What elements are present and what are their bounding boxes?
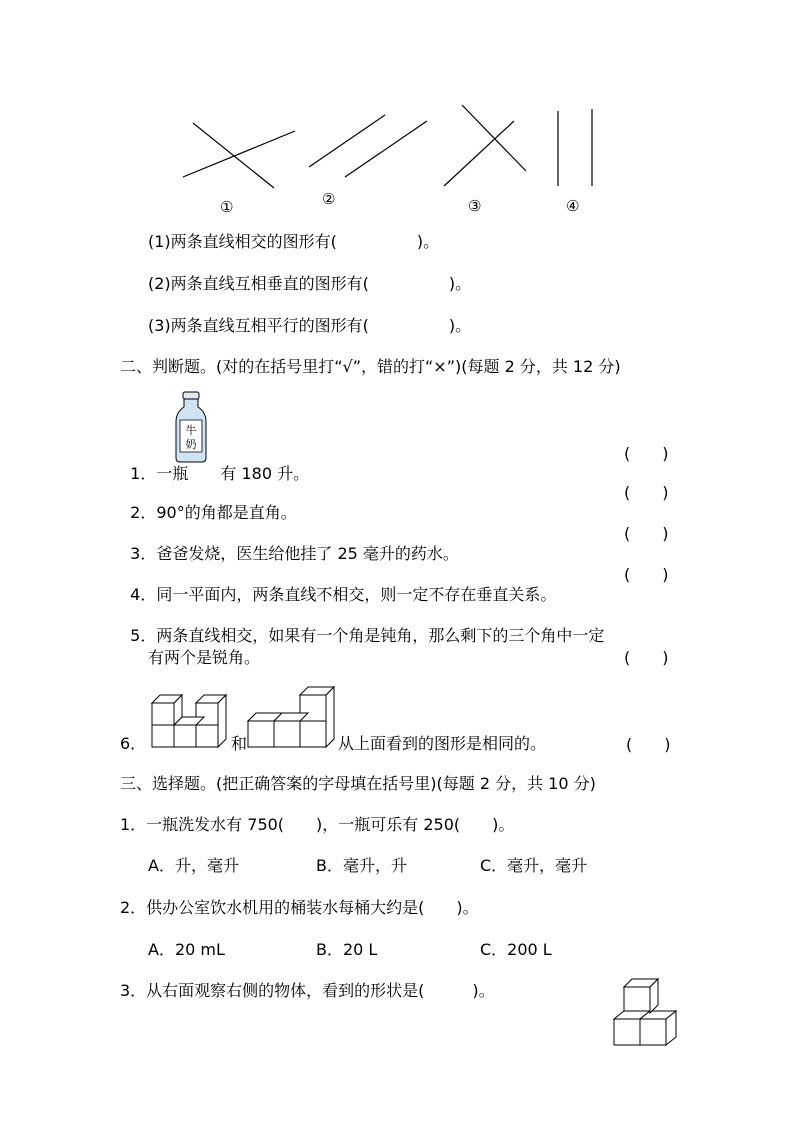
item-number: 1．: [130, 464, 157, 483]
judge-item-6-post: 从上面看到的图形是相同的。: [338, 734, 547, 753]
cube-figure-left: [150, 693, 232, 748]
choice-question-1: 1．一瓶洗发水有 750( )，一瓶可乐有 250( )。: [120, 815, 515, 834]
bottle-label-top: 牛: [185, 424, 197, 437]
answer-paren-5[interactable]: ( ): [624, 648, 669, 667]
part1-question-3: (3)两条直线互相平行的图形有( )。: [148, 316, 472, 335]
figure-label-1: ①: [220, 198, 234, 216]
judge-item-5: [120, 606, 604, 646]
item-number: 4．: [130, 585, 157, 604]
item-number: 3．: [130, 544, 157, 563]
judge-item-1: [120, 444, 309, 484]
q1-option-b[interactable]: B．毫升，升: [316, 856, 407, 875]
choice-question-2: 2．供办公室饮水机用的桶装水每桶大约是( )。: [120, 898, 479, 917]
answer-paren-6[interactable]: ( ): [626, 735, 671, 754]
bottle-label-bottom: 奶: [185, 438, 197, 451]
judge-item-6-number: 6．: [120, 734, 147, 753]
figure-label-4: ④: [566, 197, 580, 215]
cube-figure-right: [246, 686, 341, 751]
figure-4: [558, 109, 592, 186]
judge-item-4: [120, 565, 556, 605]
item-text: 90°的角都是直角。: [156, 503, 297, 522]
figure-2: [309, 115, 427, 177]
item-number: 5．: [130, 626, 157, 645]
item-text-post: 有 180 升。: [220, 464, 310, 483]
q1-option-a[interactable]: A．升，毫升: [148, 856, 239, 875]
section2-header: 二、判断题。(对的在括号里打“√”，错的打“×”)(每题 2 分，共 12 分): [120, 357, 621, 376]
line-figures: [0, 0, 794, 230]
q2-option-c[interactable]: C．200 L: [480, 940, 552, 959]
judge-item-2: [120, 483, 297, 523]
item-text-pre: 一瓶: [156, 464, 189, 483]
q1-option-c[interactable]: C．毫升，毫升: [480, 856, 588, 875]
answer-paren-2[interactable]: ( ): [624, 483, 669, 502]
q2-option-b[interactable]: B．20 L: [316, 940, 378, 959]
cube-object-image: [612, 975, 684, 1049]
judge-item-5-cont: 有两个是锐角。: [148, 648, 261, 667]
choice-question-3: 3．从右面观察右侧的物体，看到的形状是( )。: [120, 981, 495, 1000]
figure-3: [444, 105, 526, 186]
answer-paren-4[interactable]: ( ): [624, 565, 669, 584]
figure-label-2: ②: [322, 190, 336, 208]
item-text: 同一平面内，两条直线不相交，则一定不存在垂直关系。: [156, 585, 557, 604]
item-text: 两条直线相交，如果有一个角是钝角，那么剩下的三个角中一定: [156, 626, 605, 645]
item-number: 2．: [130, 503, 157, 522]
judge-item-6-mid: 和: [231, 734, 248, 753]
figure-label-3: ③: [468, 197, 482, 215]
q2-option-a[interactable]: A．20 mL: [148, 940, 225, 959]
item-text: 爸爸发烧，医生给他挂了 25 毫升的药水。: [156, 544, 459, 563]
section3-header: 三、选择题。(把正确答案的字母填在括号里)(每题 2 分，共 10 分): [120, 774, 596, 793]
part1-question-1: (1)两条直线相交的图形有( )。: [148, 232, 440, 251]
judge-item-3: [120, 524, 459, 564]
answer-paren-3[interactable]: ( ): [624, 524, 669, 543]
part1-question-2: (2)两条直线互相垂直的图形有( )。: [148, 274, 472, 293]
figure-1: [183, 123, 295, 188]
answer-paren-1[interactable]: ( ): [624, 444, 669, 463]
